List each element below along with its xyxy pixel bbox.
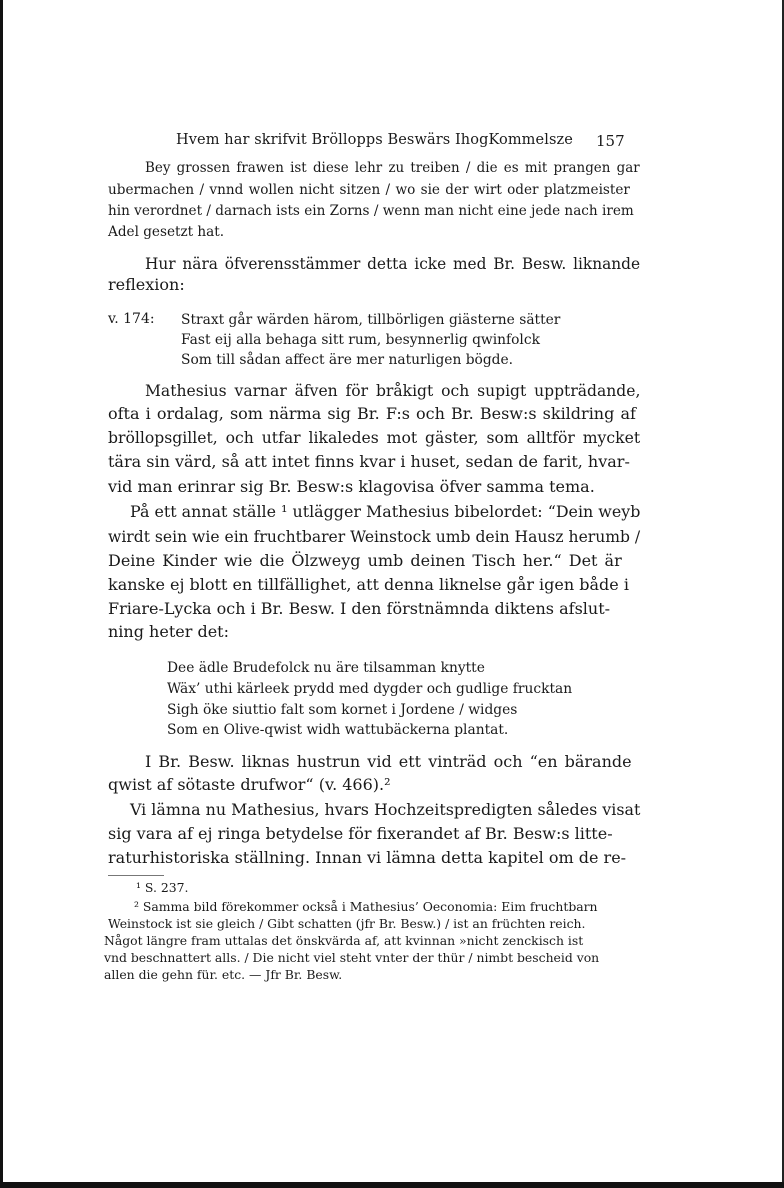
scan-bottom-edge [0,1182,784,1188]
body-line: wirdt sein wie ein fruchtbarer Weinstock umb dein Hausz herumb / [108,527,641,546]
body-line: I Br. Besw. liknas hustrun vid ett vinträd och “en bärande [145,752,632,771]
body-line: ning heter det: [108,622,229,641]
body-line: Friare-Lycka och i Br. Besw. I den förstnämnda diktens afslut- [108,599,611,618]
body-line: vid man erinrar sig Br. Besw:s klagovisa öfver samma tema. [108,477,595,496]
german-quote-line: ubermachen / vnnd wollen nicht sitzen / wo sie der wirt oder platzmeister [108,182,630,198]
verse-line: Sigh öke siuttio falt som kornet i Jordene / widges [167,702,518,718]
german-quote-line: hin verordnet / darnach ists ein Zorns / wenn man nicht eine jede nach irem [108,203,634,219]
verse-line: Som en Olive-qwist widh wattubäckerna plantat. [167,722,509,738]
page-number: 157 [596,132,625,150]
body-line: qwist af sötaste drufwor“ (v. 466).² [108,775,391,794]
body-line: På ett annat ställe ¹ utlägger Mathesius bibelordet: “Dein weyb [130,502,641,521]
verse-line: Straxt går wärden härom, tillbörligen giästerne sätter [181,312,561,328]
body-line: Vi lämna nu Mathesius, hvars Hochzeitspredigten således visat [130,800,641,819]
body-line: sig vara af ej ringa betydelse för fixerandet af Br. Besw:s litte- [108,824,613,843]
verse-line: Som till sådan affect äre mer naturligen bögde. [181,352,514,368]
footnote-line: Weinstock ist sie gleich / Gibt schatten (jfr Br. Besw.) / ist an früchten reich. [108,916,586,931]
body-line: ofta i ordalag, som närma sig Br. F:s och Br. Besw:s skildring af [108,404,636,423]
footnote-line: ² Samma bild förekommer också i Mathesius’ Oeconomia: Eim fruchtbarn [134,899,598,914]
verse-line: Wäx’ uthi kärleek prydd med dygder och gudlige frucktan [167,681,573,697]
footnote-line: vnd beschnattert alls. / Die nicht viel steht vnter der thür / nimbt bescheid von [104,950,600,965]
running-header: Hvem har skrifvit Bröllopps Beswärs IhogKommelsze [176,132,573,148]
body-line: tära sin värd, så att intet finns kvar i huset, sedan de farit, hvar- [108,452,630,471]
body-line: reflexion: [108,275,185,294]
verse-line: Fast eij alla behaga sitt rum, besynnerlig qwinfolck [181,332,540,348]
scan-left-edge [0,0,3,1188]
footnote-divider [108,875,164,876]
verse-line: Dee ädle Brudefolck nu äre tilsamman knytte [167,660,485,676]
german-quote-line: Bey grossen frawen ist diese lehr zu treiben / die es mit prangen gar [145,160,640,176]
body-line: raturhistoriska ställning. Innan vi lämna detta kapitel om de re- [108,848,627,867]
verse-reference: v. 174: [108,311,155,327]
body-line: Mathesius varnar äfven för bråkigt och supigt uppträdande, [145,381,641,400]
body-line: kanske ej blott en tillfällighet, att denna liknelse går igen både i [108,575,629,594]
german-quote-line: Adel gesetzt hat. [108,224,225,240]
footnote-line: ¹ S. 237. [136,880,189,895]
footnote-line: allen die gehn für. etc. — Jfr Br. Besw. [104,967,343,982]
footnote-line: Något längre fram uttalas det önskvärda af, att kvinnan »nicht zenckisch ist [104,933,584,948]
body-line: bröllopsgillet, och utfar likaledes mot gäster, som alltför mycket [108,428,641,447]
body-line: Hur nära öfverensstämmer detta icke med Br. Besw. liknande [145,254,641,273]
body-line: Deine Kinder wie die Ölzweyg umb deinen Tisch her.“ Det är [108,551,622,570]
